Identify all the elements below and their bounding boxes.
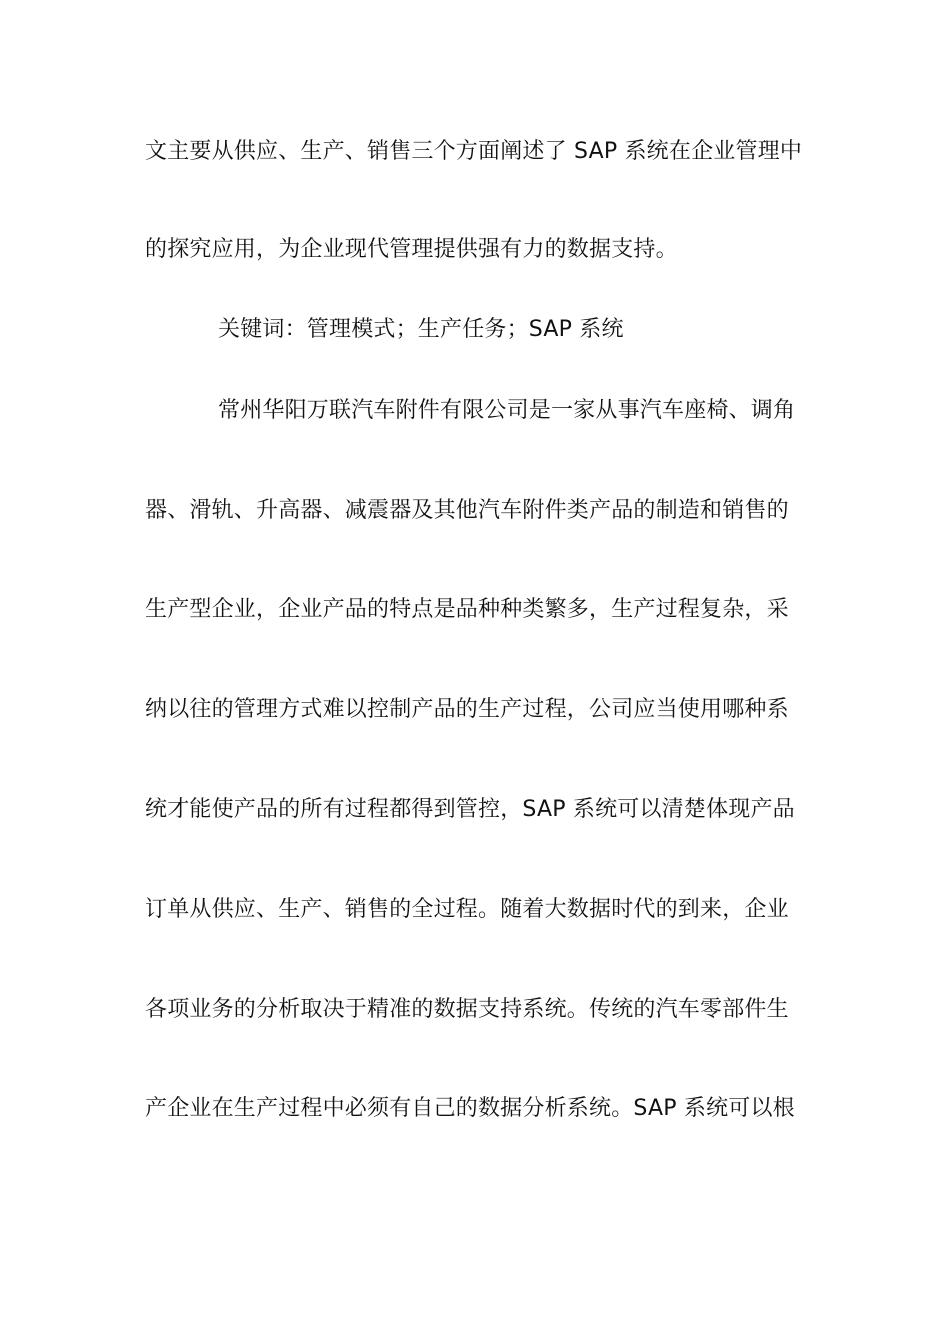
paragraph-first-line: 常州华阳万联汽车附件有限公司是一家从事汽车座椅、调角 <box>218 398 796 423</box>
text-line-6: 生产型企业，企业产品的特点是品种种类繁多，生产过程复杂，采 <box>145 597 789 622</box>
text-line-10: 各项业务的分析取决于精准的数据支持系统。传统的汽车零部件生 <box>145 997 789 1022</box>
text-line-5: 器、滑轨、升高器、减震器及其他汽车附件类产品的制造和销售的 <box>145 498 789 523</box>
text-line-1: 文主要从供应、生产、销售三个方面阐述了 SAP 系统在企业管理中 <box>145 139 803 164</box>
text-line-11: 产企业在生产过程中必须有自己的数据分析系统。SAP 系统可以根 <box>145 1096 795 1121</box>
text-line-2: 的探究应用，为企业现代管理提供强有力的数据支持。 <box>145 237 678 262</box>
text-line-9: 订单从供应、生产、销售的全过程。随着大数据时代的到来，企业 <box>145 897 789 922</box>
keywords-line: 关键词：管理模式；生产任务；SAP 系统 <box>218 317 624 342</box>
text-line-8: 统才能使产品的所有过程都得到管控，SAP 系统可以清楚体现产品 <box>145 797 795 822</box>
text-line-7: 纳以往的管理方式难以控制产品的生产过程，公司应当使用哪种系 <box>145 697 789 722</box>
